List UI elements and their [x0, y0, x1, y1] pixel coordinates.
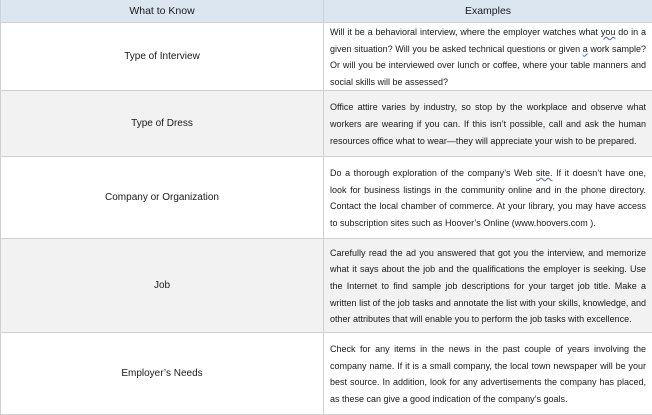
column-header-what-to-know: What to Know	[1, 0, 324, 23]
row-example-job: Carefully read the ad you answered that got you the interview, and memorize what it says about the job and the qualifications the employer is seeking. Use the Internet to find sample job descriptions for your target job title. Make a written list of the job tasks and annotate the list with your skills, knowledge, and other attributes that will enable you to perform the job tasks with excellence.	[324, 239, 652, 333]
spellcheck-word[interactable]: a	[583, 44, 588, 54]
row-example-type-of-interview	[324, 23, 652, 91]
spellcheck-word[interactable]: site.	[536, 168, 553, 178]
example-text: Will it be a behavioral interview, where the employer watches what	[330, 27, 601, 37]
row-topic-type-of-dress: Type of Dress	[1, 91, 324, 157]
table-row	[1, 239, 652, 333]
spellcheck-word[interactable]: you	[601, 27, 616, 37]
row-topic-employers-needs: Employer’s Needs	[1, 333, 324, 415]
row-topic-company: Company or Organization	[1, 157, 324, 239]
row-example-company	[324, 157, 652, 239]
table-row	[1, 23, 652, 91]
table-row	[1, 157, 652, 239]
example-text: If it doesn’t have one, look for business listings in the community online and in the phone directory. Contact the local chamber of commerce. At your library, you may have access to subscription sites such as Hoover’s Online (www.hoovers.com ).	[330, 168, 646, 228]
example-text: do in a given situation? Will you be asked technical questions or given	[330, 27, 646, 54]
table-row	[1, 333, 652, 415]
column-header-examples: Examples	[324, 0, 652, 23]
table-row	[1, 91, 652, 157]
example-text: work sample? Or will you be interviewed over lunch or coffee, where your table manners and social skills will be assessed?	[330, 44, 646, 87]
row-example-type-of-dress: Office attire varies by industry, so stop by the workplace and observe what workers are wearing if you can. If this isn’t possible, call and ask the human resources office what to wear—they will appreciate your wish to be prepared.	[324, 91, 652, 157]
table-header-row	[1, 0, 652, 23]
row-topic-job: Job	[1, 239, 324, 333]
example-text: Do a thorough exploration of the company’s Web	[330, 168, 536, 178]
row-topic-type-of-interview: Type of Interview	[1, 23, 324, 91]
row-example-employers-needs: Check for any items in the news in the past couple of years involving the company name. If it is a small company, the local town newspaper will be your best source. In addition, look for any advertisements the company has placed, as these can give a good indication of the company’s goals.	[324, 333, 652, 415]
